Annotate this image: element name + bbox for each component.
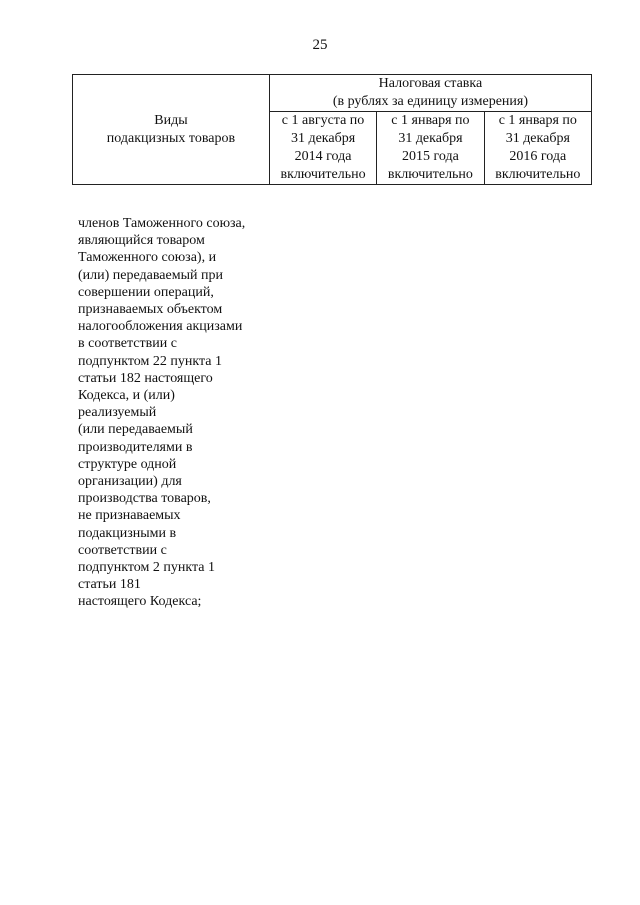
tax-rate-label: Налоговая ставка (в рублях за единицу измерения) (332, 76, 529, 109)
tax-rate-header (269, 75, 591, 112)
text-line: совершении операций, (78, 284, 214, 300)
text-line: (или) передаваемый при (78, 267, 223, 283)
text-line: организации) для (78, 474, 182, 490)
text-line: реализуемый (78, 405, 157, 421)
text-line: являющийся товаром (78, 233, 205, 249)
text-line: структуре одной (78, 456, 177, 472)
excise-goods-kinds-header (73, 75, 270, 185)
text-line: (или передаваемый (78, 422, 193, 438)
period-2015-label: с 1 января по 31 декабря 2015 года включительно (387, 113, 473, 182)
period-2014-header (269, 112, 376, 185)
text-line: подакцизными в (78, 525, 177, 541)
text-line: признаваемых объектом (78, 302, 223, 318)
text-line: статьи 182 настоящего (78, 370, 213, 386)
text-line: производства товаров, (78, 491, 211, 507)
period-2016-header (484, 112, 591, 185)
text-line: членов Таможенного союза, (78, 216, 246, 231)
text-line: в соответствии с (78, 336, 177, 352)
tax-rate-table-header (72, 74, 592, 185)
text-line: Таможенного союза), и (78, 250, 217, 266)
text-line: соответствии с (78, 542, 167, 558)
text-line: настоящего Кодекса; (78, 594, 202, 610)
text-line: подпунктом 22 пункта 1 (78, 353, 222, 369)
period-2015-header (377, 112, 484, 185)
text-line: подпунктом 2 пункта 1 (78, 560, 215, 576)
text-line: не признаваемых (78, 508, 181, 524)
excise-goods-kinds-label: Виды подакцизных товаров (106, 112, 236, 146)
page-number: 25 (312, 37, 328, 53)
text-line: статьи 181 (78, 577, 141, 593)
period-2016-label: с 1 января по 31 декабря 2016 года включительно (495, 113, 581, 182)
text-line: Кодекса, и (или) (78, 388, 175, 404)
period-2014-label: с 1 августа по 31 декабря 2014 года включительно (280, 113, 366, 182)
goods-description-text (78, 215, 288, 611)
text-line: производителями в (78, 439, 193, 455)
text-line: налогообложения акцизами (78, 319, 243, 335)
